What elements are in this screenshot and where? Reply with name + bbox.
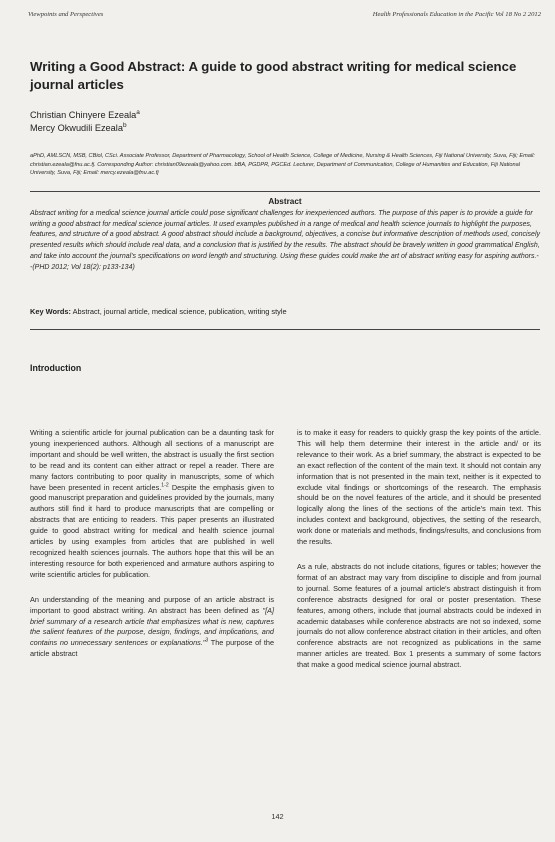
intro-p1-text-a: Writing a scientific article for journal publication can be a daunting task for young inexperienced authors. Although all sections of a manuscript are important and should be well written, the abstract is usually the first section to be read and its content can either attract or repel a reader. There are many factors contributing to poor quality in manuscripts, some of which have been presented in recent articles. — [30, 428, 274, 492]
keywords-bottom-rule — [30, 329, 540, 330]
abstract-definition-quote: "[A] brief summary of a research article that emphasizes what is new, captures the salient features of the purpose, design, findings, and implications, and contains no unnecessary sentences or explanations." — [30, 605, 274, 648]
author-list — [30, 109, 140, 135]
author-2-marker: b — [122, 121, 127, 129]
citation-marker: 3 — [205, 637, 209, 644]
author-2-name: Mercy Okwudili Ezeala — [30, 123, 123, 133]
right-column — [297, 428, 541, 685]
keywords-label: Key Words: — [30, 307, 71, 316]
keywords-text: Abstract, journal article, medical science, publication, writing style — [72, 307, 287, 316]
intro-paragraph-2 — [30, 595, 274, 660]
abstract-top-rule — [30, 191, 540, 192]
article-title: Writing a Good Abstract: A guide to good abstract writing for medical science journal articles — [30, 59, 517, 92]
citation-marker: 1-2 — [161, 482, 169, 489]
keywords-line — [30, 307, 540, 316]
journal-citation-label: Health Professionals Education in the Pacific Vol 18 No 2 2012 — [372, 11, 541, 18]
author-1-marker: a — [136, 108, 140, 116]
author-1-name: Christian Chinyere Ezeala — [30, 110, 137, 120]
intro-p2-text-b: The purpose of the article abstract — [30, 638, 274, 659]
author-1 — [30, 109, 140, 122]
abstract-body: Abstract writing for a medical science journal article could pose significant challenges for inexperienced authors. The purpose of this paper is to provide a guide for writing a good abstract for medical science journal articles. It used examples published in a range of medical and health science journals to highlight the purposes, features, and structure of a good abstract. A good abstract should include a background, objectives, a concise but informative description of methods used, concisely presented results which should include real data, and a conclusion that is justified by the results. The abstract should be bravely written in good grammatical English, and take into account the journal's specifications on word length and structuring. Using these guides could make the art of abstract writing easy for aspiring authors.--(PHD 2012; Vol 18(2): p133-134) — [30, 210, 540, 271]
abstract-heading: Abstract — [268, 197, 302, 206]
introduction-heading: Introduction — [30, 363, 82, 373]
running-head — [28, 11, 541, 18]
journal-section-label: Viewpoints and Perspectives — [28, 11, 104, 18]
intro-paragraph-1 — [30, 428, 274, 581]
left-column — [30, 428, 274, 674]
intro-p1-text-b: Despite the emphasis given to good manuscript preparation and guidelines provided by the journals, many authors still find it hard to produce manuscripts that are compelling or abstracts that are enticing to readers. This paper presents an illustrated guide to good abstract writing for medical and health science journal articles by using examples from articles that are published in well recognized health sciences journals. The authors hope that this will be an interesting resource for both experienced and armature authors aspiring to write scientific articles for publication. — [30, 482, 275, 579]
page-number: 142 — [271, 812, 284, 821]
author-affiliations: aPhD, AMLSCN, MSB, CBiol, CSci. Associate Professor, Department of Pharmacology, School of Health Science, College of Medicine, Nursing & Health Sciences, Fiji National University, Suva, Fiji; Email: christian.ezeala@fnu.ac.fj. Corresponding Author: christian09ezeala@yahoo.com. bBA, PGDPR, PGCEd. Lecturer, Department of Communication, College of Humanities and Education, Fiji National University, Suva, Fiji; Email: mercy.ezeala@fnu.ac.fj — [30, 153, 535, 177]
intro-paragraph-4: As a rule, abstracts do not include citations, figures or tables; however the format of an abstract may vary from discipline to disciple and from journal to journal. Some features of a journal article's abstract distinguish it from conference abstracts designed for oral or poster presentation. These features, among others, include that journal abstracts could be indexed in academic databases while conference abstracts are not so indexed, some journals do not allow conference abstract citation in their articles, and often conference abstracts are not recognized as publications in the same manner articles are treated. Box 1 presents a summary of some factors that make a good medical science journal abstract. — [297, 561, 541, 670]
intro-p2-text-a: An understanding of the meaning and purpose of an article abstract is important to good abstract writing. An abstract has been defined as — [30, 594, 274, 615]
author-2 — [30, 122, 140, 135]
intro-paragraph-3: is to make it easy for readers to quickly grasp the key points of the article. This will help them determine their interest in the article and/ or its relevance to their work. As a brief summary, the abstract is expected to be an exact reflection of the content of the main text. It should not contain any information that is not presented in the main text, neither is it expected to exclude vital findings or shortcomings of the research. The emphasis should be on the novel features of the article, and it should be presented logically along the lines of the sections of the article's main text. This includes context and background, objectives, the setting of the research, work done or materials and methods, findings/results, and conclusions from the results. — [297, 428, 541, 547]
